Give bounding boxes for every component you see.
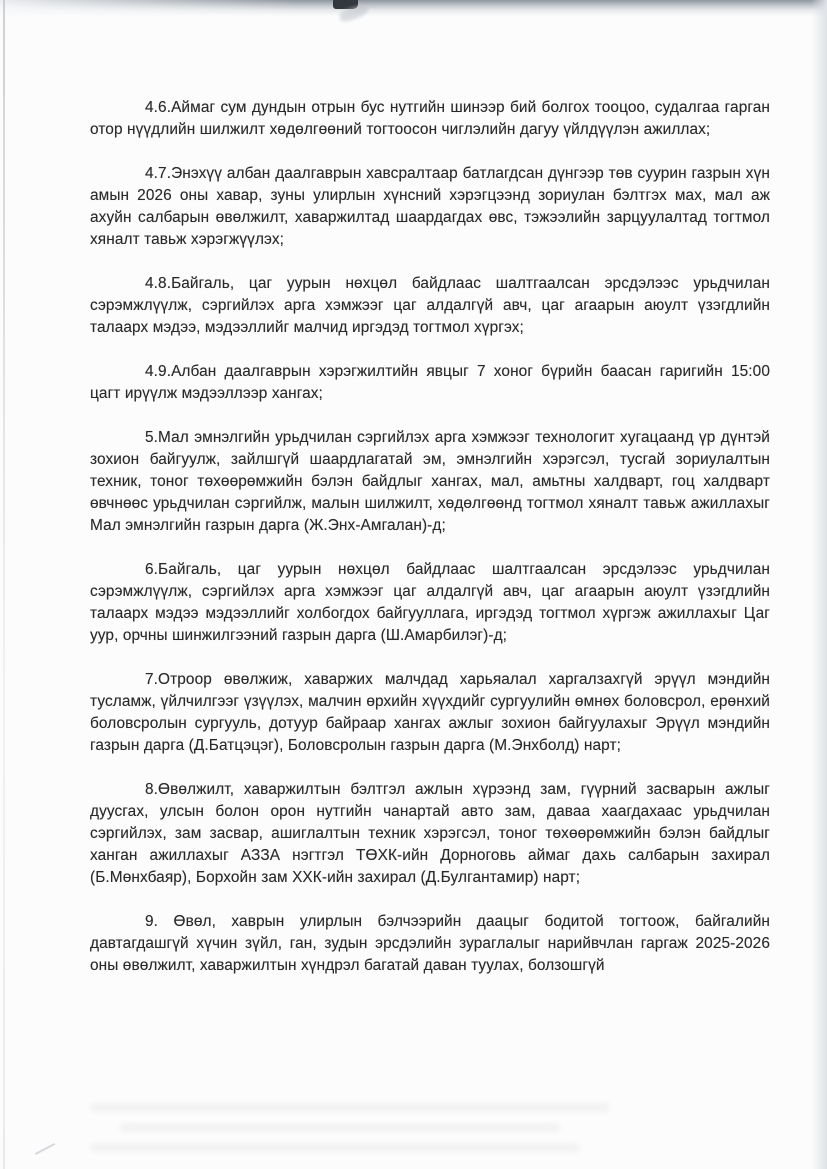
scan-edge-artifact-left [3, 0, 5, 1169]
document-body [90, 97, 770, 977]
paragraph-8: 8.Өвөлжилт, хаваржилтын бэлтгэл ажлын хүрээнд зам, гүүрний засварын ажлыг дуусгах, улсын болон орон нутгийн чанартай авто зам, даваа хаагдахаас урьдчилан сэргийлэх, зам засвар, ашиглалтын техник хэрэгсэл, тоног төхөөрөмжийн бэлэн байдлыг ханган ажиллахыг АЗЗА нэгтгэл ТӨХК-ийн Дорноговь аймаг дахь салбарын захирал (Б.Мөнхбаяр), Борхойн зам ХХК-ийн захирал (Д.Булгантамир) нарт; [90, 781, 770, 886]
paragraph-4-7: 4.7.Энэхүү албан даалгаврын хавсралтаар батлагдсан дүнгээр төв суурин газрын хүн амын 2026 оны хавар, зуны улирлын хүнсний хэрэгцээнд зориулан бэлтгэх мах, мал аж ахуйн салбарын өвөлжилт, хаваржилтад шаардагдах өвс, тэжээлийн зарцуулалтад тогтмол хяналт тавьж хэрэгжүүлэх; [90, 165, 770, 248]
paragraph-4-8: 4.8.Байгаль, цаг уурын нөхцөл байдлаас шалтгаалсан эрсдэлээс урьдчилан сэрэмжлүүлж, сэргийлэх арга хэмжээг цаг алдалгүй авч, цаг агаарын аюулт үзэгдлийн талаарх мэдээ, мэдээллийг малчид иргэдэд тогтмол хүргэх; [90, 275, 770, 336]
paragraph-5: 5.Мал эмнэлгийн урьдчилан сэргийлэх арга хэмжээг технологит хугацаанд үр дүнтэй зохион байгуулж, зайлшгүй шаардлагатай эм, эмнэлгийн хэрэгсэл, тусгай зориулалтын техник, тоног төхөөрөмжийн бэлэн байдлыг хангах, мал, амьтны халдварт, гоц халдварт өвчнөөс урьдчилан сэргийлж, малын шилжилт, хөдөлгөөнд тогтмол хяналт тавьж ажиллахыг Мал эмнэлгийн газрын дарга (Ж.Энх-Амгалан)-д; [90, 429, 770, 534]
scan-edge-fade [0, 0, 300, 16]
scan-scratch-artifact [35, 1143, 55, 1155]
paragraph-9: 9. Өвөл, хаврын улирлын бэлчээрийн даацыг бодитой тогтоож, байгалийн давтагдашгүй хүчин зүйл, ган, зудын эрсдэлийн зураглалыг нарийвчлан гаргаж 2025-2026 оны өвөлжилт, хаваржилтын хүндрэл багатай даван туулах, болзошгүй [90, 913, 770, 974]
paragraph-6: 6.Байгаль, цаг уурын нөхцөл байдлаас шалтгаалсан эрсдэлээс урьдчилан сэрэмжлүүлж, сэргийлэх арга хэмжээг цаг алдалгүй авч, цаг агаарын аюулт үзэгдлийн талаарх мэдээ мэдээллийг холбогдох байгууллага, иргэдэд тогтмол хүргэж ажиллахыг Цаг уур, орчны шинжилгээний газрын дарга (Ш.Амарбилэг)-д; [90, 561, 770, 644]
bleed-through-artifact [90, 1103, 610, 1112]
bleed-through-artifact [90, 1143, 580, 1152]
paragraph-4-9: 4.9.Албан даалгаврын хэрэгжилтийн явцыг 7 хоног бүрийн баасан гаригийн 15:00 цагт ирүүлж мэдээллээр хангах; [90, 363, 770, 402]
scan-edge-artifact-right [811, 0, 827, 1169]
paragraph-7: 7.Отроор өвөлжиж, хаваржих малчдад харьяалал харгалзахгүй эрүүл мэндийн тусламж, үйлчилгээг үзүүлэх, малчин өрхийн хүүхдийг сургуулийн өмнөх боловсрол, ерөнхий боловсролын сургууль, дотуур байраар хангах ажлыг зохион байгуулахыг Эрүүл мэндийн газрын дарга (Д.Батцэцэг), Боловсролын газрын дарга (М.Энхболд) нарт; [90, 671, 770, 754]
paragraph-4-6: 4.6.Аймаг сум дундын отрын бус нутгийн шинээр бий болгох тооцоо, судалгаа гарган отор нүүдлийн шилжилт хөдөлгөөний тогтоосон чиглэлийн дагуу үйлдүүлэн ажиллах; [90, 99, 770, 138]
bleed-through-artifact [120, 1123, 560, 1132]
